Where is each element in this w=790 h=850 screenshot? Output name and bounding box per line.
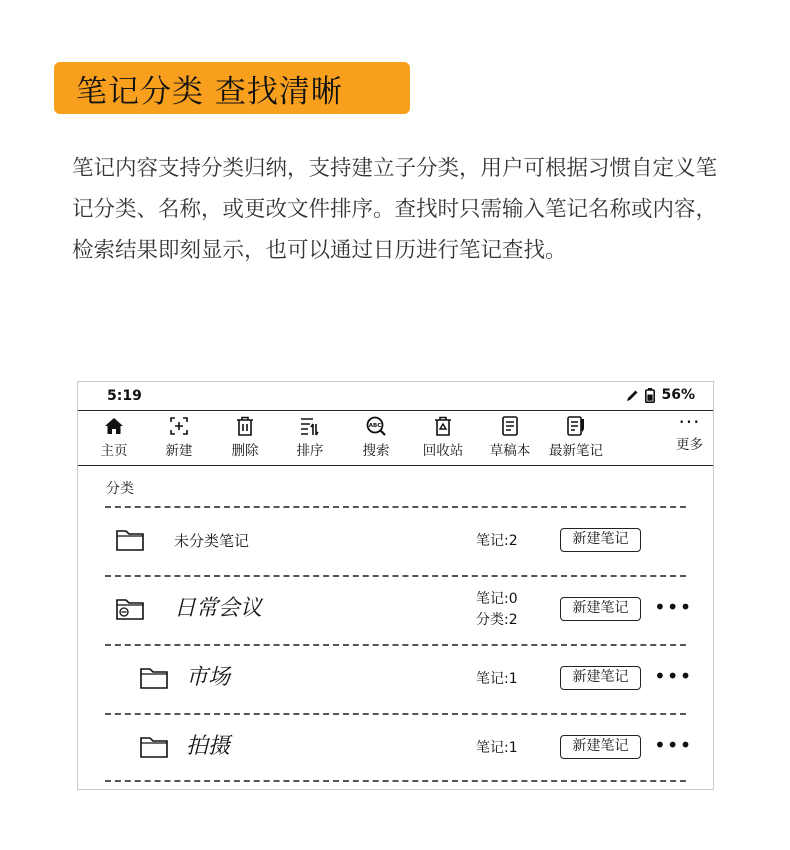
folder-icon (115, 528, 145, 552)
latest-note-icon (565, 415, 587, 437)
subcategory-count: 分类:2 (476, 612, 518, 628)
tool-search[interactable] (344, 415, 408, 459)
battery-level: 56% (661, 387, 695, 403)
new-note-button[interactable]: 新建笔记 (560, 597, 641, 621)
note-count: 笔记:0 (476, 591, 518, 607)
folder-icon (139, 666, 169, 690)
banner-title: 笔记分类 查找清晰 (76, 73, 343, 110)
folder-icon (139, 735, 169, 759)
svg-text:ABC: ABC (368, 423, 382, 429)
trash-icon (234, 415, 256, 437)
tool-delete[interactable] (213, 415, 277, 459)
folder-name: 拍摄 (186, 734, 231, 759)
list-item-uncategorized[interactable] (78, 508, 713, 574)
tool-label: 排序 (296, 443, 324, 459)
new-note-button[interactable]: 新建笔记 (560, 735, 641, 759)
recycle-bin-icon (432, 415, 454, 437)
device-screen (77, 381, 714, 790)
note-count: 笔记:2 (476, 533, 518, 549)
new-note-button[interactable]: 新建笔记 (560, 666, 641, 690)
tool-label: 搜索 (362, 443, 390, 459)
new-note-icon (168, 415, 190, 437)
home-icon (103, 415, 125, 437)
tool-more[interactable] (676, 410, 703, 453)
tool-label: 主页 (100, 443, 128, 459)
folder-with-subfolder-icon (115, 597, 145, 621)
more-options-icon[interactable]: ••• (654, 595, 693, 619)
tool-sort[interactable] (278, 415, 342, 459)
sort-icon (299, 415, 321, 437)
tool-label: 回收站 (422, 443, 464, 459)
list-item-market[interactable] (78, 646, 713, 712)
more-label: 更多 (676, 437, 703, 453)
list-item-daily-meeting[interactable] (78, 577, 713, 643)
tool-draft[interactable] (478, 415, 542, 459)
list-item-shooting[interactable] (78, 715, 713, 781)
new-note-button[interactable]: 新建笔记 (560, 528, 641, 552)
status-bar (78, 382, 713, 411)
tool-latest-note[interactable] (544, 415, 608, 459)
status-time: 5:19 (107, 388, 142, 404)
toolbar (78, 411, 713, 466)
tool-recycle-bin[interactable] (411, 415, 475, 459)
tool-new[interactable] (147, 415, 211, 459)
note-count: 笔记:1 (476, 671, 518, 687)
section-banner (54, 62, 410, 114)
battery-icon (645, 388, 655, 403)
more-options-icon[interactable]: ••• (654, 733, 693, 757)
more-options-icon[interactable]: ••• (654, 664, 693, 688)
divider (105, 780, 686, 782)
tool-label: 草稿本 (489, 443, 531, 459)
tool-label: 新建 (165, 443, 193, 459)
folder-name: 日常会议 (174, 596, 263, 621)
section-label: 分类 (106, 481, 134, 497)
tool-home[interactable] (82, 415, 146, 459)
more-icon: ··· (678, 410, 701, 434)
feature-description: 笔记内容支持分类归纳，支持建立子分类，用户可根据习惯自定义笔记分类、名称，或更改文件排序。查找时只需输入笔记名称或内容，检索结果即刻显示，也可以通过日历进行笔记查找。 (72, 156, 718, 263)
draft-icon (499, 415, 521, 437)
note-count: 笔记:1 (476, 740, 518, 756)
tool-label: 最新笔记 (549, 443, 603, 459)
pen-icon (626, 389, 639, 402)
folder-name: 未分类笔记 (174, 532, 250, 550)
tool-label: 删除 (231, 443, 259, 459)
search-icon (365, 415, 387, 437)
folder-name: 市场 (186, 665, 231, 690)
